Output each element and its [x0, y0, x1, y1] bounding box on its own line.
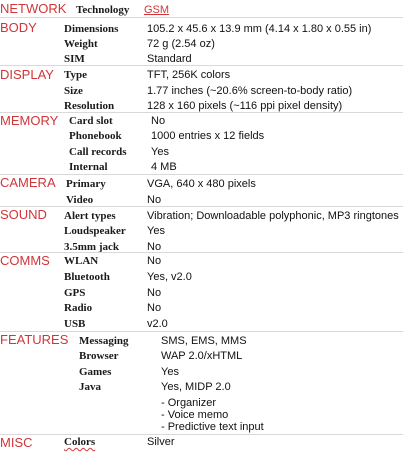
label-usb: USB: [64, 318, 86, 330]
separator: [0, 252, 403, 253]
value-feature-voice-memo: - Voice memo: [161, 409, 229, 421]
label-primary: Primary: [66, 178, 106, 190]
separator: [0, 174, 403, 175]
value-games: Yes: [161, 366, 179, 378]
label-weight: Weight: [64, 38, 98, 50]
label-phonebook: Phonebook: [69, 130, 122, 142]
value-messaging: SMS, EMS, MMS: [161, 335, 247, 347]
label-colors: [64, 436, 95, 448]
value-sim: Standard: [147, 53, 192, 65]
category-sound: SOUND: [0, 207, 47, 222]
value-feature-organizer: - Organizer: [161, 397, 217, 409]
separator: [0, 112, 403, 113]
value-dimensions: 105.2 x 45.6 x 13.9 mm (4.14 x 1.80 x 0.55 in): [147, 23, 372, 35]
separator: [0, 434, 403, 435]
value-video: No: [147, 194, 162, 206]
value-usb: v2.0: [147, 318, 168, 330]
value-java: Yes, MIDP 2.0: [161, 381, 231, 393]
label-messaging: Messaging: [79, 335, 129, 347]
value-colors: Silver: [147, 436, 175, 448]
label-sim: SIM: [64, 53, 85, 65]
separator: [0, 65, 403, 66]
label-3-5mm-jack: 3.5mm jack: [64, 241, 119, 253]
category-body: BODY: [0, 20, 37, 35]
value-card-slot: No: [151, 115, 166, 127]
value-3-5mm-jack: No: [147, 241, 162, 253]
label-games: Games: [79, 366, 112, 378]
value-internal: 4 MB: [151, 161, 177, 173]
value-alert-types: Vibration; Downloadable polyphonic, MP3 ringtones: [147, 210, 399, 222]
value-phonebook: 1000 entries x 12 fields: [151, 130, 265, 142]
category-network: NETWORK: [0, 1, 67, 16]
label-wlan: WLAN: [64, 255, 99, 267]
label-loudspeaker: Loudspeaker: [64, 225, 126, 237]
category-comms: COMMS: [0, 253, 50, 268]
category-misc: MISC: [0, 435, 33, 450]
value-loudspeaker: Yes: [147, 225, 165, 237]
value-wlan: No: [147, 255, 162, 267]
label-video: Video: [66, 194, 94, 206]
separator: [0, 17, 403, 18]
label-type: Type: [64, 69, 88, 81]
value-type: TFT, 256K colors: [147, 69, 231, 81]
label-technology: Technology: [76, 4, 130, 16]
value-feature-predictive-text: - Predictive text input: [161, 421, 264, 433]
category-camera: CAMERA: [0, 175, 56, 190]
label-bluetooth: Bluetooth: [64, 271, 110, 283]
label-size: Size: [64, 85, 83, 97]
label-browser: Browser: [79, 350, 119, 362]
label-gps: GPS: [64, 287, 86, 299]
value-bluetooth: Yes, v2.0: [147, 271, 192, 283]
value-browser: WAP 2.0/xHTML: [161, 350, 243, 362]
category-features: FEATURES: [0, 332, 69, 347]
value-size: 1.77 inches (~20.6% screen-to-body ratio): [147, 85, 353, 97]
category-display: DISPLAY: [0, 67, 54, 82]
category-memory: MEMORY: [0, 113, 59, 128]
value-primary: VGA, 640 x 480 pixels: [147, 178, 256, 190]
label-dimensions: Dimensions: [64, 23, 119, 35]
label-resolution: Resolution: [64, 100, 115, 112]
value-gps: No: [147, 287, 162, 299]
label-alert-types: Alert types: [64, 210, 116, 222]
separator: [0, 206, 403, 207]
label-internal: Internal: [69, 161, 108, 173]
label-call-records: Call records: [69, 146, 127, 158]
value-radio: No: [147, 302, 162, 314]
label-java: Java: [79, 381, 101, 393]
label-card-slot: Card slot: [69, 115, 113, 127]
value-call-records: Yes: [151, 146, 169, 158]
value-technology-link[interactable]: GSM: [144, 4, 170, 16]
label-radio: Radio: [64, 302, 93, 314]
label-colors-text: Colors: [64, 436, 96, 448]
value-resolution: 128 x 160 pixels (~116 ppi pixel density): [147, 100, 343, 112]
value-weight: 72 g (2.54 oz): [147, 38, 215, 50]
